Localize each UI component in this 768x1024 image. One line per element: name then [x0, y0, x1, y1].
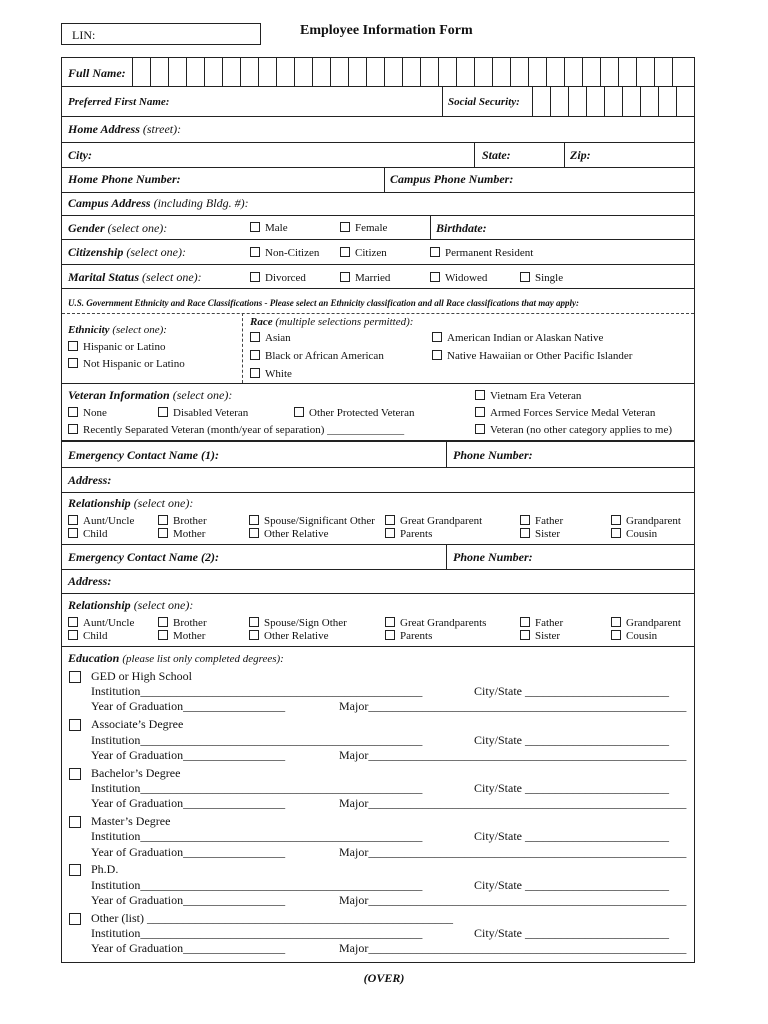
checkbox[interactable] [68, 617, 78, 627]
marital-married-option[interactable]: Married [340, 272, 390, 284]
degree-ged-checkbox[interactable] [69, 671, 81, 683]
checkbox[interactable] [475, 390, 485, 400]
marital-single-option[interactable]: Single [520, 272, 563, 284]
checkbox[interactable] [68, 528, 78, 538]
checkbox[interactable] [68, 407, 78, 417]
degree-other-year[interactable]: Year of Graduation_________________ [91, 941, 286, 955]
city-label: City: [68, 148, 92, 162]
veteran-vietnam-era-option[interactable]: Vietnam Era Veteran [475, 390, 581, 402]
gender-label: Gender [68, 221, 105, 235]
race-black-option[interactable]: Black or African American [250, 350, 384, 362]
marital-divorced-option[interactable]: Divorced [250, 272, 306, 284]
degree-associate-major[interactable]: Major_____________________________________________________ [339, 748, 687, 762]
checkbox[interactable] [250, 247, 260, 257]
checkbox[interactable] [158, 515, 168, 525]
degree-associate-city-state[interactable]: City/State ________________________ [474, 733, 669, 747]
degree-master-label: Master’s Degree [91, 814, 171, 828]
ssn-grid[interactable] [532, 86, 694, 116]
emergency1-aunt-uncle-option[interactable]: Aunt/Uncle [68, 515, 134, 527]
ethnicity-not-hispanic-option[interactable]: Not Hispanic or Latino [68, 358, 185, 370]
degree-associate-label: Associate’s Degree [91, 717, 184, 731]
race-white-option[interactable]: White [250, 368, 292, 380]
checkbox[interactable] [68, 630, 78, 640]
citizenship-noncitizen-option[interactable]: Non-Citizen [250, 247, 319, 259]
birthdate-label: Birthdate: [436, 221, 487, 235]
degree-phd-year[interactable]: Year of Graduation_________________ [91, 893, 286, 907]
emergency2-brother-option[interactable]: Brother [158, 617, 207, 629]
ethnicity-hint: (select one): [112, 324, 167, 336]
degree-ged-institution[interactable]: Institution_______________________________________________ [91, 684, 423, 698]
race-label: Race [250, 316, 273, 328]
degree-bachelor-year[interactable]: Year of Graduation_________________ [91, 796, 286, 810]
checkbox[interactable] [340, 272, 350, 282]
checkbox[interactable] [68, 515, 78, 525]
checkbox[interactable] [249, 617, 259, 627]
ethnicity-hispanic-option[interactable]: Hispanic or Latino [68, 341, 165, 353]
checkbox[interactable] [520, 515, 530, 525]
emergency1-brother-option[interactable]: Brother [158, 515, 207, 527]
degree-other-label[interactable]: Other (list) ___________________________________________________ [91, 911, 453, 925]
checkbox[interactable] [250, 332, 260, 342]
checkbox[interactable] [158, 407, 168, 417]
emergency1-sister-option[interactable]: Sister [520, 528, 560, 540]
emergency1-cousin-option[interactable]: Cousin [611, 528, 657, 540]
emergency2-child-option[interactable]: Child [68, 630, 107, 642]
checkbox[interactable] [520, 617, 530, 627]
checkbox[interactable] [158, 630, 168, 640]
campus-address-label: Campus Address [68, 196, 151, 210]
campus-address-hint: (including Bldg. #): [153, 196, 249, 210]
home-address-label: Home Address [68, 122, 140, 136]
checkbox[interactable] [250, 222, 260, 232]
degree-other-city-state[interactable]: City/State ________________________ [474, 926, 669, 940]
degree-other-institution[interactable]: Institution_______________________________________________ [91, 926, 423, 940]
veteran-hint: (select one): [172, 388, 233, 402]
checkbox[interactable] [340, 247, 350, 257]
social-security-label: Social Security: [448, 96, 520, 108]
degree-phd-major[interactable]: Major_____________________________________________________ [339, 893, 687, 907]
checkbox[interactable] [249, 528, 259, 538]
veteran-no-other-category-option[interactable]: Veteran (no other category applies to me) [475, 424, 672, 436]
emergency1-great-grandparent-option[interactable]: Great Grandparent [385, 515, 482, 527]
gender-hint: (select one): [107, 221, 168, 235]
lin-label: LIN: [72, 28, 96, 42]
degree-phd-city-state[interactable]: City/State ________________________ [474, 878, 669, 892]
degree-phd-label: Ph.D. [91, 862, 119, 876]
veteran-armed-forces-option[interactable]: Armed Forces Service Medal Veteran [475, 407, 655, 419]
emergency2-spouse-option[interactable]: Spouse/Sign Other [249, 617, 347, 629]
degree-other-major[interactable]: Major_____________________________________________________ [339, 941, 687, 955]
checkbox[interactable] [520, 630, 530, 640]
preferred-first-name-label: Preferred First Name: [68, 96, 170, 108]
degree-master-institution[interactable]: Institution_______________________________________________ [91, 829, 423, 843]
checkbox[interactable] [385, 515, 395, 525]
emergency2-cousin-option[interactable]: Cousin [611, 630, 657, 642]
emergency1-other-relative-option[interactable]: Other Relative [249, 528, 328, 540]
checkbox[interactable] [430, 272, 440, 282]
degree-other-checkbox[interactable] [69, 913, 81, 925]
emergency1-address-label: Address: [68, 473, 112, 487]
checkbox[interactable] [340, 222, 350, 232]
education-hint: (please list only completed degrees): [122, 653, 284, 665]
veteran-disabled-option[interactable]: Disabled Veteran [158, 407, 248, 419]
race-native-hawaiian-option[interactable]: Native Hawaiian or Other Pacific Islander [432, 350, 632, 362]
checkbox[interactable] [385, 528, 395, 538]
emergency1-phone-label: Phone Number: [453, 448, 533, 462]
citizenship-hint: (select one): [126, 245, 186, 259]
emergency1-spouse-option[interactable]: Spouse/Significant Other [249, 515, 375, 527]
checkbox[interactable] [611, 528, 621, 538]
checkbox[interactable] [250, 368, 260, 378]
degree-master-major[interactable]: Major_____________________________________________________ [339, 845, 687, 859]
degree-bachelor-city-state[interactable]: City/State ________________________ [474, 781, 669, 795]
citizenship-citizen-option[interactable]: Citizen [340, 247, 387, 259]
citizenship-label: Citizenship [68, 245, 124, 259]
degree-ged-label: GED or High School [91, 669, 192, 683]
checkbox[interactable] [68, 341, 78, 351]
checkbox[interactable] [249, 630, 259, 640]
veteran-recently-separated-option[interactable]: Recently Separated Veteran (month/year of separation) ______________ [68, 424, 404, 436]
emergency2-relationship-label: Relationship [68, 598, 131, 612]
veteran-none-option[interactable]: None [68, 407, 107, 419]
checkbox[interactable] [385, 630, 395, 640]
citizenship-permanent-resident-option[interactable]: Permanent Resident [430, 247, 533, 259]
degree-phd-institution[interactable]: Institution_______________________________________________ [91, 878, 423, 892]
degree-master-checkbox[interactable] [69, 816, 81, 828]
page-title: Employee Information Form [300, 23, 473, 38]
degree-phd-checkbox[interactable] [69, 864, 81, 876]
ethnicity-notice: U.S. Government Ethnicity and Race Classifications - Please select an Ethnicity classification and all Race classifications that may apply: [68, 298, 579, 308]
checkbox[interactable] [475, 424, 485, 434]
race-asian-option[interactable]: Asian [250, 332, 291, 344]
race-american-indian-option[interactable]: American Indian or Alaskan Native [432, 332, 603, 344]
degree-master-year[interactable]: Year of Graduation_________________ [91, 845, 286, 859]
education-label: Education [68, 651, 120, 665]
campus-phone-label: Campus Phone Number: [390, 172, 514, 186]
emergency2-aunt-uncle-option[interactable]: Aunt/Uncle [68, 617, 134, 629]
emergency2-address-label: Address: [68, 574, 112, 588]
emergency2-relationship-hint: (select one): [133, 598, 194, 612]
checkbox[interactable] [611, 515, 621, 525]
checkbox[interactable] [294, 407, 304, 417]
ethnicity-label: Ethnicity [68, 324, 110, 336]
lin-field[interactable] [61, 23, 261, 45]
degree-master-city-state[interactable]: City/State ________________________ [474, 829, 669, 843]
checkbox[interactable] [611, 630, 621, 640]
veteran-other-protected-option[interactable]: Other Protected Veteran [294, 407, 414, 419]
emergency1-parents-option[interactable]: Parents [385, 528, 432, 540]
checkbox[interactable] [611, 617, 621, 627]
checkbox[interactable] [250, 350, 260, 360]
marital-status-hint: (select one): [142, 270, 202, 284]
checkbox[interactable] [158, 528, 168, 538]
veteran-label: Veteran Information [68, 388, 170, 402]
emergency2-phone-label: Phone Number: [453, 550, 533, 564]
degree-bachelor-label: Bachelor’s Degree [91, 766, 181, 780]
degree-bachelor-checkbox[interactable] [69, 768, 81, 780]
degree-bachelor-major[interactable]: Major_____________________________________________________ [339, 796, 687, 810]
degree-associate-institution[interactable]: Institution_______________________________________________ [91, 733, 423, 747]
page-footer-over: (OVER) [363, 971, 405, 985]
emergency2-mother-option[interactable]: Mother [158, 630, 205, 642]
checkbox[interactable] [430, 247, 440, 257]
emergency2-grandparent-option[interactable]: Grandparent [611, 617, 681, 629]
checkbox[interactable] [520, 272, 530, 282]
degree-bachelor-institution[interactable]: Institution_______________________________________________ [91, 781, 423, 795]
marital-status-label: Marital Status [68, 270, 140, 284]
checkbox[interactable] [385, 617, 395, 627]
emergency2-father-option[interactable]: Father [520, 617, 563, 629]
state-label: State: [482, 148, 511, 162]
home-address-field[interactable] [68, 122, 181, 136]
gender-female-option[interactable]: Female [340, 222, 387, 234]
checkbox[interactable] [249, 515, 259, 525]
checkbox[interactable] [432, 332, 442, 342]
emergency2-name-label: Emergency Contact Name (2): [68, 550, 219, 564]
checkbox[interactable] [250, 272, 260, 282]
emergency1-mother-option[interactable]: Mother [158, 528, 205, 540]
emergency1-relationship-label: Relationship [68, 496, 131, 510]
full-name-label: Full Name: [68, 66, 126, 80]
degree-ged-major[interactable]: Major_____________________________________________________ [339, 699, 687, 713]
gender-male-option[interactable]: Male [250, 222, 288, 234]
checkbox[interactable] [475, 407, 485, 417]
checkbox[interactable] [68, 424, 78, 434]
checkbox[interactable] [158, 617, 168, 627]
campus-address-field[interactable] [68, 196, 249, 210]
employee-form [61, 57, 695, 963]
marital-widowed-option[interactable]: Widowed [430, 272, 487, 284]
zip-label: Zip: [570, 148, 591, 162]
emergency2-sister-option[interactable]: Sister [520, 630, 560, 642]
checkbox[interactable] [432, 350, 442, 360]
home-address-hint: (street): [142, 122, 182, 136]
emergency1-grandparent-option[interactable]: Grandparent [611, 515, 681, 527]
emergency1-father-option[interactable]: Father [520, 515, 563, 527]
race-hint: (multiple selections permitted): [275, 316, 414, 328]
emergency2-great-grandparents-option[interactable]: Great Grandparents [385, 617, 486, 629]
emergency2-other-relative-option[interactable]: Other Relative [249, 630, 328, 642]
home-phone-label: Home Phone Number: [68, 172, 181, 186]
checkbox[interactable] [68, 358, 78, 368]
degree-ged-city-state[interactable]: City/State ________________________ [474, 684, 669, 698]
emergency1-child-option[interactable]: Child [68, 528, 107, 540]
emergency2-parents-option[interactable]: Parents [385, 630, 432, 642]
degree-ged-year[interactable]: Year of Graduation_________________ [91, 699, 286, 713]
emergency1-relationship-hint: (select one): [133, 496, 194, 510]
checkbox[interactable] [520, 528, 530, 538]
emergency1-name-label: Emergency Contact Name (1): [68, 448, 219, 462]
degree-associate-checkbox[interactable] [69, 719, 81, 731]
degree-associate-year[interactable]: Year of Graduation_________________ [91, 748, 286, 762]
full-name-grid[interactable] [132, 58, 694, 86]
